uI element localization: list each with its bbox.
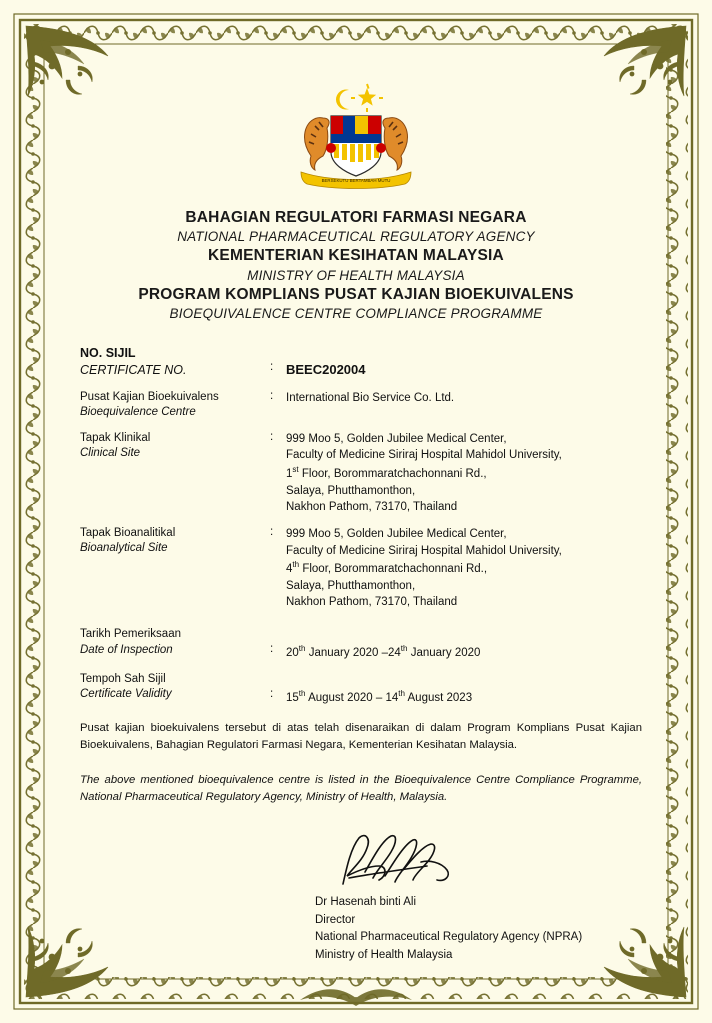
field-value-line: 4th Floor, Borommaratchachonnani Rd., [286, 560, 488, 576]
field-value [286, 526, 644, 611]
statement-paragraph-en: The above mentioned bioequivalence centre is listed in the Bioequivalence Centre Compliance Programme, National Pharmaceutical Regulatory Agency, Ministry of Health, Malaysia. [80, 773, 642, 803]
certificate-fields [60, 345, 652, 706]
field-label-ms: Tapak Bioanalitikal [80, 526, 176, 539]
field-label-en: Certificate Validity [80, 688, 172, 701]
field-label-en: Date of Inspection [80, 643, 173, 656]
field-value-line: Faculty of Medicine Siriraj Hospital Mahidol University, [286, 449, 562, 462]
field-label-ms: Pusat Kajian Bioekuivalens [80, 390, 219, 403]
field-certificate-validity [80, 672, 644, 707]
heading-ministry-en: MINISTRY OF HEALTH MALAYSIA [247, 267, 465, 283]
field-separator: : [270, 643, 274, 656]
heading-programme-ms: PROGRAM KOMPLIANS PUSAT KAJIAN BIOEKUIVALENS [138, 285, 574, 303]
field-label-ms: Tapak Klinikal [80, 431, 151, 444]
field-value-line: BEEC202004 [286, 361, 366, 377]
field-value [286, 627, 644, 662]
field-separator: : [270, 687, 274, 700]
crest-container [60, 78, 652, 198]
field-separator: : [270, 430, 274, 443]
field-label [80, 627, 270, 658]
signatory-title: Director [315, 913, 356, 926]
field-value-line: 20th January 2020 –24th January 2020 [286, 644, 481, 659]
signatory-details [315, 894, 652, 965]
malaysia-coat-of-arms-icon [271, 78, 441, 193]
field-value [286, 431, 644, 516]
field-value [286, 672, 644, 707]
field-value-line: 999 Moo 5, Golden Jubilee Medical Center, [286, 527, 507, 540]
statement-paragraph-ms: Pusat kajian bioekuivalens tersebut di atas telah disenaraikan di dalam Program Komplians Pusat Kajian Bioekuivalens, Bahagian Regulatori Farmasi Negara, Kementerian Kesihatan Malaysia. [80, 722, 642, 751]
crest-motto: BERSEKUTU BERTAMBAH MUTU [321, 178, 391, 183]
field-label-ms: NO. SIJIL [80, 345, 136, 360]
field-label-ms: Tarikh Pemeriksaan [80, 628, 181, 641]
certificate-content [60, 60, 652, 960]
field-separator: : [270, 525, 274, 538]
field-label [80, 431, 270, 462]
heading-agency-en: NATIONAL PHARMACEUTICAL REGULATORY AGENCY [177, 229, 535, 245]
field-value-line: Salaya, Phutthamonthon, [286, 579, 416, 592]
field-value-line: Nakhon Pathom, 73170, Thailand [286, 596, 458, 609]
field-clinical-site [80, 431, 644, 516]
field-value-line: 999 Moo 5, Golden Jubilee Medical Center, [286, 432, 507, 445]
field-label-ms: Tempoh Sah Sijil [80, 672, 166, 685]
signatory-name: Dr Hasenah binti Ali [315, 895, 416, 908]
field-label [80, 672, 270, 703]
certificate-heading [60, 208, 652, 323]
field-value-line: Faculty of Medicine Siriraj Hospital Mahidol University, [286, 544, 562, 557]
field-label [80, 345, 270, 379]
heading-agency-ms: BAHAGIAN REGULATORI FARMASI NEGARA [185, 209, 527, 226]
field-separator: : [270, 389, 274, 402]
field-label-en: Bioanalytical Site [80, 542, 168, 555]
field-bioanalytical-site [80, 526, 644, 611]
field-value-line: 15th August 2020 – 14th August 2023 [286, 688, 473, 704]
field-label-en: CERTIFICATE NO. [80, 362, 187, 377]
field-label-en: Bioequivalence Centre [80, 406, 196, 419]
field-value-line: Salaya, Phutthamonthon, [286, 484, 416, 497]
signatory-ministry: Ministry of Health Malaysia [315, 949, 453, 962]
field-value-line: 1st Floor, Borommaratchachonnani Rd., [286, 465, 487, 480]
field-bioequivalence-centre [80, 390, 644, 421]
field-value [286, 390, 644, 407]
field-certificate-no [80, 345, 644, 380]
handwritten-signature-icon [325, 832, 475, 894]
field-value-line: Nakhon Pathom, 73170, Thailand [286, 501, 458, 514]
field-label [80, 390, 270, 421]
field-label [80, 526, 270, 557]
field-value [286, 345, 644, 380]
field-label-en: Clinical Site [80, 447, 141, 460]
signature-block [60, 832, 652, 965]
signatory-organisation: National Pharmaceutical Regulatory Agency (NPRA) [315, 931, 583, 944]
heading-programme-en: BIOEQUIVALENCE CENTRE COMPLIANCE PROGRAMME [169, 305, 543, 321]
field-date-of-inspection [80, 627, 644, 662]
heading-ministry-ms: KEMENTERIAN KESIHATAN MALAYSIA [208, 247, 504, 265]
field-value-line: International Bio Service Co. Ltd. [286, 391, 455, 404]
field-separator: : [270, 360, 274, 373]
